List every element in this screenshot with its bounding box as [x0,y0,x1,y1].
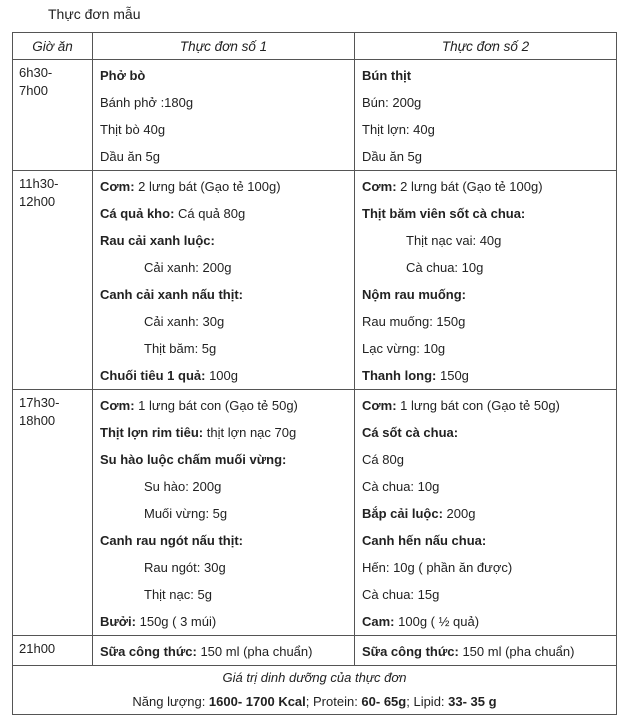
menu-line [100,419,354,446]
menu-line [362,554,616,581]
dish-name: Phở bò [100,68,146,83]
dish-detail: Lạc vừng: 10g [362,341,446,356]
dish-detail: 100g ( ½ quả) [394,614,480,629]
nutrition-cell [13,666,617,715]
dish-name: Cơm: [362,179,397,194]
lipid-label: ; Lipid: [406,694,449,709]
menu-line [362,335,616,362]
protein-value: 60- 65g [361,694,407,709]
menu-line [362,89,616,116]
menu-line [100,638,354,665]
lipid-value: 33- 35 g [448,694,497,709]
menu-1-cell [93,60,355,171]
menu-caption: Thực đơn mẫu [48,6,141,22]
dish-detail: Thịt nạc: 5g [144,587,212,602]
dish-name: Thanh long: [362,368,437,383]
menu-line [362,62,616,89]
menu-line [362,419,616,446]
menu-line [100,473,354,500]
menu-line [100,200,354,227]
dish-detail: Cải xanh: 30g [144,314,225,329]
energy-value: 1600- 1700 Kcal [208,694,306,709]
dish-detail: Cà chua: 15g [362,587,440,602]
meal-row [13,636,617,666]
dish-detail: Thịt băm: 5g [144,341,217,356]
dish-name: Thịt băm viên sốt cà chua: [362,206,526,221]
menu-line [100,527,354,554]
menu-line [100,281,354,308]
dish-detail: 2 lưng bát (Gạo tẻ 100g) [134,179,281,194]
dish-detail: Dầu ăn 5g [100,149,160,164]
dish-name: Bún thịt [362,68,412,83]
meal-time-cell [13,636,93,666]
dish-detail: Cá quả 80g [174,206,246,221]
dish-detail: Cà chua: 10g [406,260,484,275]
menu-line [362,638,616,665]
dish-name: Thịt lợn rim tiêu: [100,425,204,440]
dish-detail: 150 ml (pha chuẩn) [458,644,575,659]
dish-name: Cơm: [362,398,397,413]
nutrition-row [13,666,617,715]
dish-detail: Hến: 10g ( phần ăn được) [362,560,513,575]
menu-line [100,254,354,281]
menu-line [362,200,616,227]
menu-line [100,89,354,116]
protein-label: ; Protein: [305,694,362,709]
menu-line [100,446,354,473]
dish-detail: Cá 80g [362,452,404,467]
menu-line [362,173,616,200]
meal-row [13,60,617,171]
dish-name: Cơm: [100,179,135,194]
menu-line [362,392,616,419]
menu-line [362,308,616,335]
dish-detail: Thịt nạc vai: 40g [406,233,502,248]
meal-row [13,171,617,390]
dish-name: Sữa công thức: [362,644,459,659]
dish-name: Canh rau ngót nấu thịt: [100,533,243,548]
menu-1-cell [93,171,355,390]
dish-detail: 150g [436,368,469,383]
menu-2-cell [355,390,617,636]
dish-name: Bưởi: [100,614,136,629]
meal-time: 17h30-18h00 [19,395,60,428]
dish-name: Chuối tiêu 1 quả: [100,368,206,383]
dish-detail: 200g [442,506,476,521]
meal-time-cell [13,171,93,390]
menu-2-cell [355,60,617,171]
dish-detail: thịt lợn nạc 70g [203,425,297,440]
menu-line [362,143,616,170]
menu-line [362,473,616,500]
dish-name: Canh hến nấu chua: [362,533,487,548]
dish-detail: Su hào: 200g [144,479,222,494]
nutrition-title: Giá trị dinh dưỡng của thực đơn [222,670,407,685]
menu-line [100,500,354,527]
dish-detail: Bún: 200g [362,95,422,110]
header-menu-2: Thực đơn số 2 [355,33,617,60]
sample-menu-table [12,32,617,715]
dish-detail: Cà chua: 10g [362,479,440,494]
dish-detail: 150g ( 3 múi) [136,614,217,629]
meal-time-cell [13,390,93,636]
dish-detail: 1 lưng bát con (Gạo tẻ 50g) [396,398,560,413]
table-header-row [13,33,617,60]
dish-detail: 2 lưng bát (Gạo tẻ 100g) [396,179,543,194]
dish-detail: 150 ml (pha chuẩn) [196,644,313,659]
dish-name: Nộm rau muống: [362,287,466,302]
meal-time: 21h00 [19,641,56,656]
meal-row [13,390,617,636]
menu-line [362,527,616,554]
menu-line [100,554,354,581]
menu-line [100,143,354,170]
menu-line [362,446,616,473]
menu-line [100,392,354,419]
header-menu-1: Thực đơn số 1 [93,33,355,60]
menu-line [100,62,354,89]
meal-time-cell [13,60,93,171]
dish-name: Cá quả kho: [100,206,175,221]
menu-line [362,227,616,254]
menu-line [362,500,616,527]
dish-detail: 1 lưng bát con (Gạo tẻ 50g) [134,398,298,413]
meal-time: 6h30-7h00 [19,65,53,98]
menu-2-cell [355,636,617,666]
menu-line [362,362,616,389]
menu-line [362,281,616,308]
header-meal-time: Giờ ăn [13,33,93,60]
menu-1-cell [93,636,355,666]
dish-name: Cá sốt cà chua: [362,425,459,440]
dish-detail: Cải xanh: 200g [144,260,232,275]
dish-detail: Rau muống: 150g [362,314,466,329]
dish-name: Cơm: [100,398,135,413]
menu-line [362,581,616,608]
menu-line [100,608,354,635]
menu-line [100,308,354,335]
dish-detail: Thịt bò 40g [100,122,166,137]
dish-name: Canh cải xanh nấu thịt: [100,287,244,302]
dish-name: Rau cải xanh luộc: [100,233,215,248]
menu-line [100,227,354,254]
menu-line [100,173,354,200]
meal-time: 11h30-12h00 [19,176,59,209]
menu-line [362,254,616,281]
dish-detail: Rau ngót: 30g [144,560,226,575]
dish-detail: Muối vừng: 5g [144,506,228,521]
menu-line [362,116,616,143]
menu-line [362,608,616,635]
menu-line [100,581,354,608]
energy-label: Năng lượng: [132,694,209,709]
dish-detail: 100g [205,368,238,383]
menu-line [100,116,354,143]
dish-detail: Bánh phở :180g [100,95,194,110]
nutrition-values [13,690,616,714]
dish-name: Sữa công thức: [100,644,197,659]
menu-2-cell [355,171,617,390]
menu-line [100,362,354,389]
menu-1-cell [93,390,355,636]
menu-line [100,335,354,362]
dish-detail: Thịt lợn: 40g [362,122,435,137]
dish-name: Su hào luộc chấm muối vừng: [100,452,287,467]
dish-name: Bắp cải luộc: [362,506,443,521]
dish-detail: Dầu ăn 5g [362,149,422,164]
dish-name: Cam: [362,614,395,629]
